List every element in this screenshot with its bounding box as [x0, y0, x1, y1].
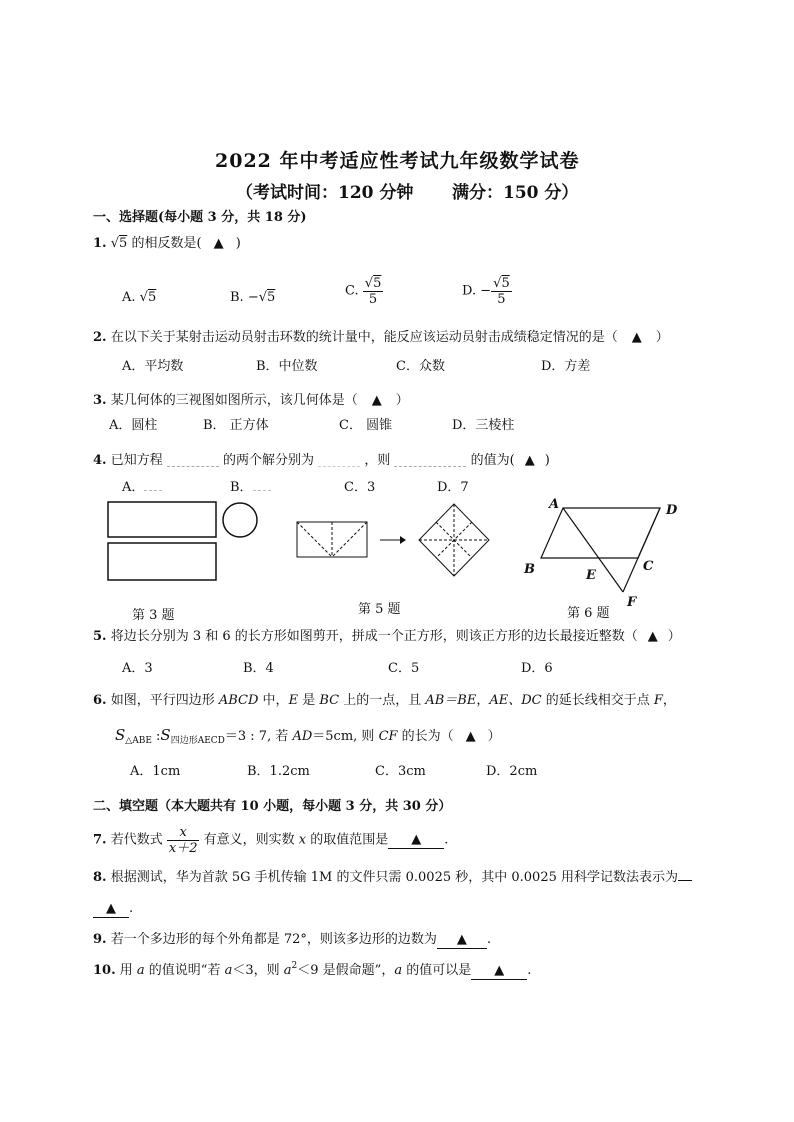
q3-option-c[interactable]: C． 圆锥 — [339, 418, 393, 433]
exam-score: 满分：150 分） — [452, 183, 579, 203]
answer-mark: ▲ — [631, 330, 642, 345]
answer-blank[interactable]: ▲ — [388, 832, 444, 849]
q2-option-d[interactable]: D．方差 — [541, 359, 591, 374]
answer-mark: ▲ — [371, 393, 382, 408]
figure-5-caption: 第 5 题 — [358, 602, 401, 617]
q5-option-b[interactable]: B．4 — [243, 661, 274, 676]
answer-mark: ▲ — [647, 629, 658, 644]
q4-option-a[interactable]: A． — [122, 480, 162, 496]
answer-mark: ▲ — [465, 729, 476, 744]
equation-image — [167, 454, 219, 467]
answer-blank[interactable]: ▲ — [437, 932, 487, 949]
q5-option-a[interactable]: A．3 — [122, 661, 153, 676]
q2-option-b[interactable]: B．中位数 — [256, 359, 318, 374]
q5-option-d[interactable]: D．6 — [521, 661, 553, 676]
point-e-label: E — [586, 568, 596, 583]
figure-5-cut-rectangle — [292, 502, 497, 587]
figure-6-caption: 第 6 题 — [567, 606, 610, 621]
q4-option-d[interactable]: D．7 — [437, 480, 469, 495]
q2-option-a[interactable]: A．平均数 — [122, 359, 184, 374]
question-8: 8. 根据测试，华为首款 5G 手机传输 1M 的文件只需 0.0025 秒，其中 0.0025 用科学记数法表示为 — [93, 870, 692, 886]
question-number: 1. — [93, 236, 107, 251]
answer-blank[interactable]: ▲ — [471, 963, 527, 980]
exam-time: （考试时间：120 分钟 — [236, 183, 414, 203]
section-heading-choice: 一、选择题(每小题 3 分，共 18 分) — [93, 210, 307, 225]
section-heading-fill: 二、填空题（本大题共有 10 小题，每小题 3 分，共 30 分） — [93, 799, 452, 814]
figure-6-parallelogram — [520, 492, 690, 612]
q6-option-b[interactable]: B．1.2cm — [247, 764, 310, 779]
point-c-label: C — [643, 559, 654, 574]
question-1: 1. √5 的相反数是( ▲ ) — [93, 236, 241, 251]
question-9: 9. 若一个多边形的每个外角都是 72°，则该多边形的边数为 ▲ . — [93, 932, 492, 947]
question-5: 5. 将边长分别为 3 和 6 的长方形如图剪开，拼成一个正方形，则该正方形的边长最接近整数（ ▲ ） — [93, 629, 681, 644]
q6-option-d[interactable]: D．2cm — [486, 764, 538, 779]
arrow-icon — [400, 536, 406, 544]
q6-option-a[interactable]: A．1cm — [130, 764, 181, 779]
q1-option-c[interactable]: C. $\frac{√5}{5}$ — [345, 276, 382, 307]
question-10: 10. 用 a 的值说明“若 a＜3，则 $a^2<9$ 是假命题”，a 的值可以是 ▲ . — [93, 961, 532, 978]
answer-mark: ▲ — [524, 453, 535, 468]
question-8-answer: ▲ . — [93, 901, 133, 918]
question-6-ratio: $S_{\triangle ABE}$ $:S_{四边形AECD}=3$ : 7, 若 AD＝5cm, 则 CF 的长为（ ▲ ） — [115, 726, 501, 746]
sqrt-expression: √5 — [110, 236, 128, 251]
q1-option-b[interactable]: B. −√5 — [230, 290, 276, 305]
question-4: 4. 已知方程 的两个解分别为 ，则 的值为( ▲ ) — [93, 453, 550, 468]
question-stem: 的相反数是( — [131, 236, 202, 251]
q3-option-b[interactable]: B． 正方体 — [203, 418, 269, 433]
side-view-circle — [223, 503, 257, 537]
point-d-label: D — [666, 503, 678, 518]
point-f-label: F — [627, 595, 637, 610]
q3-option-a[interactable]: A．圆柱 — [109, 418, 158, 433]
q4-option-c[interactable]: C．3 — [344, 480, 376, 495]
q2-option-c[interactable]: C．众数 — [396, 359, 445, 374]
q6-option-c[interactable]: C．3cm — [375, 764, 426, 779]
expression-image — [394, 454, 466, 467]
solutions-image — [318, 454, 360, 467]
q3-option-d[interactable]: D．三棱柱 — [452, 418, 515, 433]
q4-option-b[interactable]: B． — [230, 480, 271, 496]
answer-blank[interactable]: ▲ — [93, 901, 129, 918]
top-view-rect — [108, 543, 216, 580]
q1-option-d[interactable]: D. − $\frac{√5}{5}$ — [462, 276, 510, 307]
question-2: 2. 在以下关于某射击运动员射击环数的统计量中，能反应该运动员射击成绩稳定情况的是（ ▲ ） — [93, 330, 669, 345]
figure-3-caption: 第 3 题 — [132, 608, 175, 623]
q1-option-a[interactable]: A. √5 — [122, 290, 157, 305]
question-7: 7. 若代数式 $\frac{x}{x+2}$ 有意义，则实数 x 的取值范围是 ▲ . — [93, 825, 449, 856]
answer-mark: ▲ — [213, 236, 224, 251]
question-3: 3. 某几何体的三视图如图所示，该几何体是（ ▲ ） — [93, 393, 409, 408]
q5-option-c[interactable]: C．5 — [388, 661, 420, 676]
page-title: 2022 年中考适应性考试九年级数学试卷 — [215, 150, 580, 172]
point-b-label: B — [524, 562, 535, 577]
figure-3-three-views — [100, 498, 265, 588]
point-a-label: A — [549, 497, 560, 512]
front-view-rect — [108, 502, 216, 537]
question-6: 6. 如图，平行四边形 ABCD 中，E 是 BC 上的一点，且 AB＝BE，AE、DC 的延长线相交于点 F， — [93, 693, 676, 708]
